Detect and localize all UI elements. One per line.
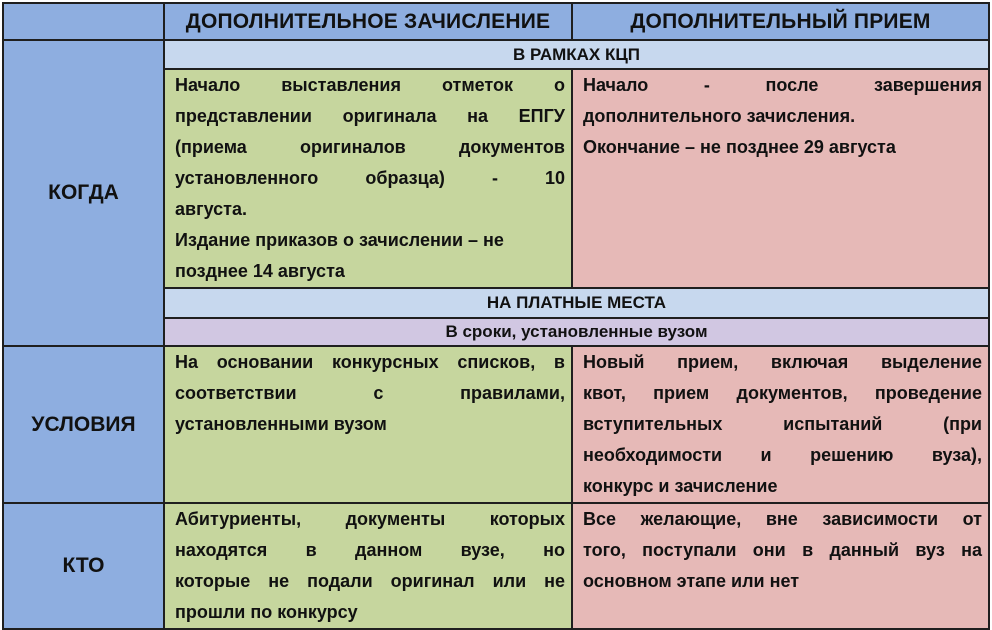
conditions-col1-text [165,347,571,440]
text-line: Окончание – не позднее 29 августа [583,137,896,157]
column-header-additional-admission: ДОПОЛНИТЕЛЬНЫЙ ПРИЕМ [572,3,989,40]
text-line: соответствии с правилами, [175,383,565,403]
text-line: вступительных испытаний (при [583,414,982,434]
conditions-col2-text [573,347,988,502]
text-line: основном этапе или нет [583,571,800,591]
text-line: конкурс и зачисление [583,476,778,496]
band-kcp: В РАМКАХ КЦП [164,40,989,69]
text-line: прошли по конкурсу [175,602,358,622]
text-line: дополнительного зачисления. [583,106,856,126]
text-line: Начало - после завершения [583,75,982,95]
text-line: установленными вузом [175,414,387,434]
text-line: установленного образца) - 10 [175,168,565,188]
row-label-when: КОГДА [3,40,164,346]
conditions-additional-enrollment-cell [164,346,572,503]
column-header-additional-enrollment: ДОПОЛНИТЕЛЬНОЕ ЗАЧИСЛЕНИЕ [164,3,572,40]
when-col1-text [165,70,571,287]
row-label-conditions: УСЛОВИЯ [3,346,164,503]
text-line: Абитуриенты, документы которых [175,509,565,529]
admission-comparison-table [2,2,990,630]
text-line: Начало выставления отметок о [175,75,565,95]
corner-cell [3,3,164,40]
text-line: позднее 14 августа [175,261,345,281]
text-line: августа. [175,199,247,219]
who-col2-text [573,504,988,597]
when-col2-text [573,70,988,163]
text-line: квот, прием документов, проведение [583,383,982,403]
band-paid-places: НА ПЛАТНЫЕ МЕСТА [164,288,989,318]
text-line: находятся в данном вузе, но [175,540,565,560]
text-line: которые не подали оригинал или не [175,571,565,591]
text-line: Издание приказов о зачислении – не [175,230,504,250]
when-additional-admission-cell [572,69,989,288]
text-line: Все желающие, вне зависимости от [583,509,982,529]
text-line: представлении оригинала на ЕПГУ [175,106,565,126]
row-label-who: КТО [3,503,164,629]
who-additional-admission-cell [572,503,989,629]
text-line: Новый прием, включая выделение [583,352,982,372]
who-additional-enrollment-cell [164,503,572,629]
who-col1-text [165,504,571,628]
conditions-additional-admission-cell [572,346,989,503]
band-paid-terms: В сроки, установленные вузом [164,318,989,346]
text-line: необходимости и решению вуза), [583,445,982,465]
text-line: того, поступали они в данный вуз на [583,540,982,560]
when-additional-enrollment-cell [164,69,572,288]
text-line: На основании конкурсных списков, в [175,352,565,372]
text-line: (приема оригиналов документов [175,137,565,157]
